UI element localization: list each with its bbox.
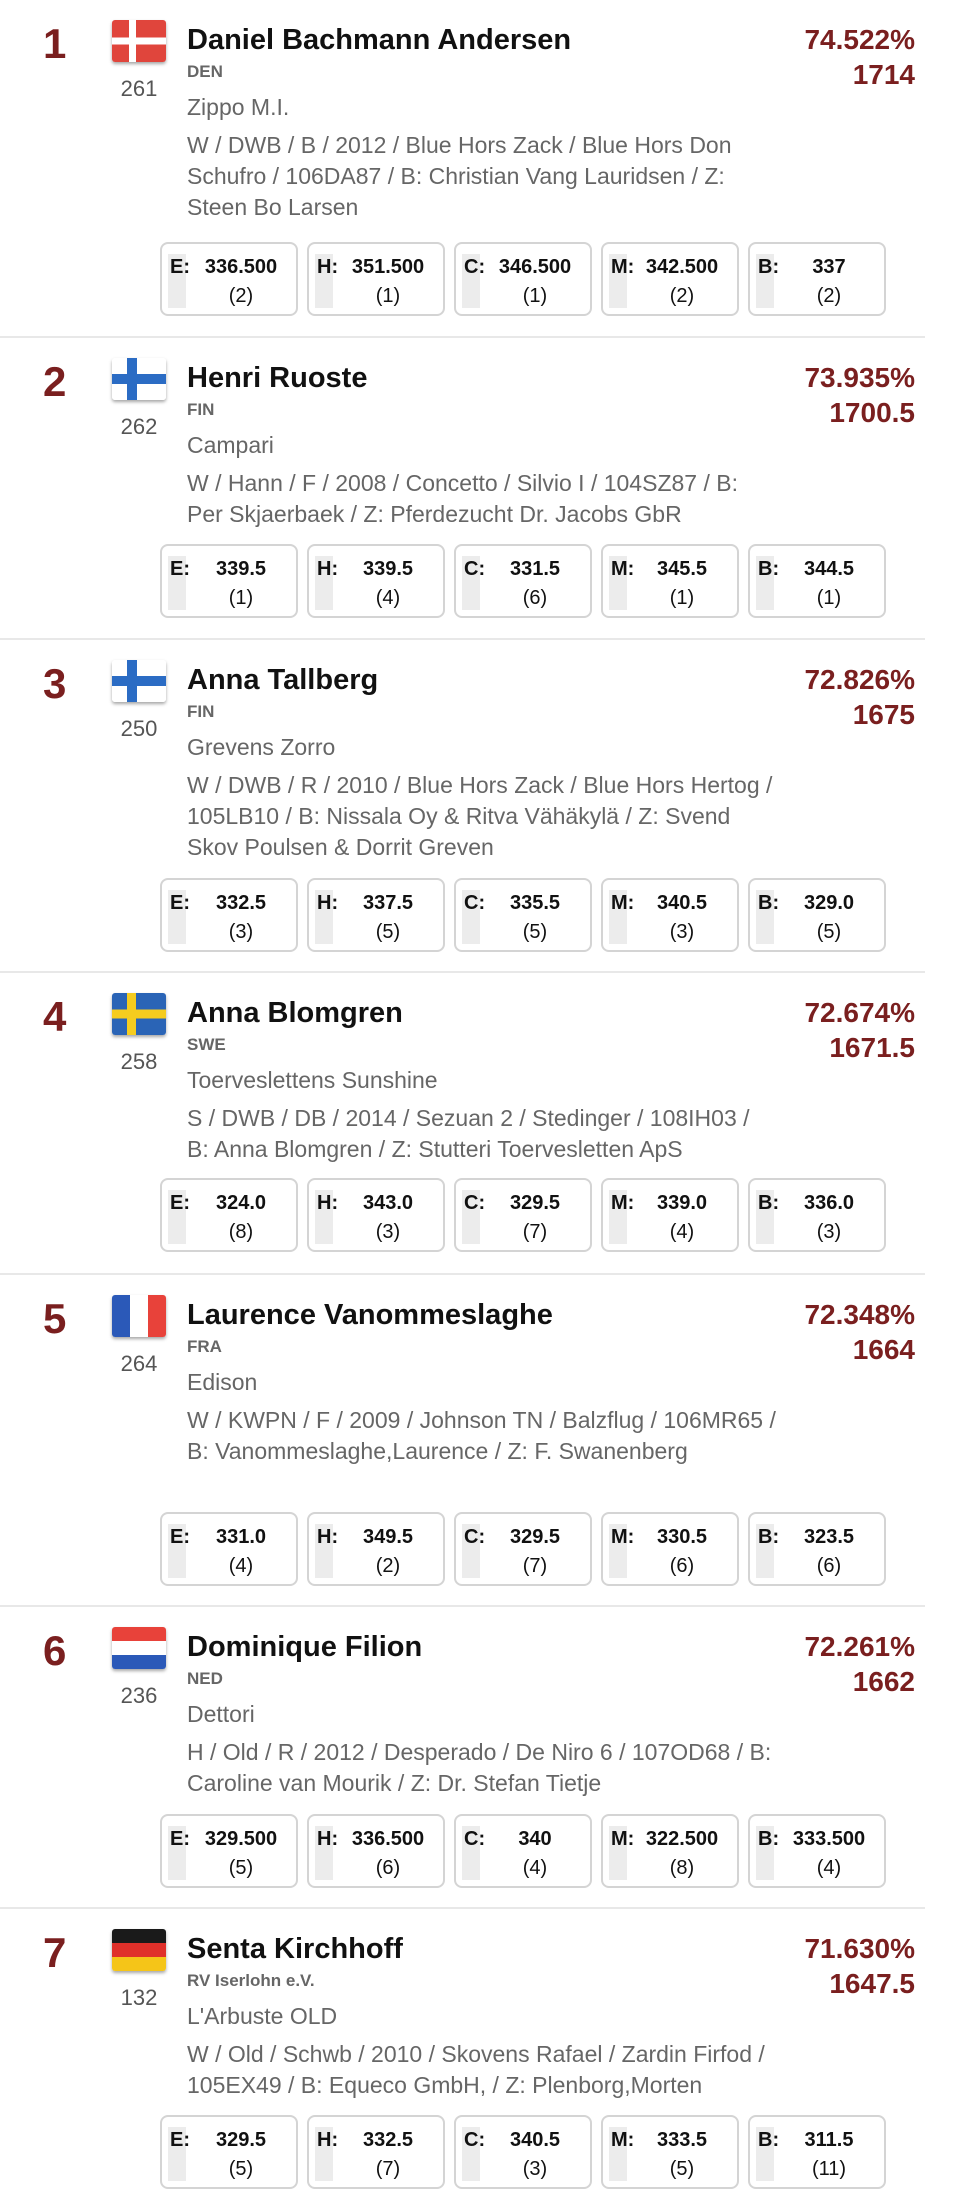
bib-number: 258: [120, 1049, 158, 1074]
judge-score-box: [454, 544, 592, 618]
judge-score-box: [601, 1178, 739, 1252]
judge-score-box: [454, 1178, 592, 1252]
result-row[interactable]: [0, 0, 925, 338]
judge-score: 345.5: [656, 558, 708, 580]
judge-score: 339.5: [215, 558, 267, 580]
rider-name[interactable]: Daniel Bachmann Andersen: [187, 24, 572, 56]
rank-number: 2: [43, 358, 67, 405]
judge-score: 332.5: [362, 2129, 414, 2151]
horse-details: H / Old / R / 2012 / Desperado / De Niro 6 / 107OD68 / B: Caroline van Mourik / Z: Dr. Stefan Tietje: [187, 1739, 772, 1796]
rank-number: 4: [43, 993, 67, 1040]
judge-label: M:: [611, 256, 635, 278]
judge-rank: (3): [375, 1221, 401, 1243]
judge-score-box: [601, 1512, 739, 1586]
rank-number: 5: [43, 1295, 67, 1342]
judge-score: 323.5: [803, 1526, 855, 1548]
judge-label: E:: [170, 2129, 190, 2151]
judge-score-box: [307, 242, 445, 316]
judge-label: B:: [758, 558, 780, 580]
judge-score: 324.0: [215, 1192, 267, 1214]
horse-details: S / DWB / DB / 2014 / Sezuan 2 / Stedinger / 108IH03 / B: Anna Blomgren / Z: Stutteri Toervesletten ApS: [187, 1105, 750, 1162]
horse-details: W / KWPN / F / 2009 / Johnson TN / Balzflug / 106MR65 / B: Vanommeslaghe,Laurence / Z: F. Swanenberg: [187, 1407, 776, 1464]
result-row[interactable]: [0, 1275, 925, 1607]
rank-number: 1: [43, 20, 67, 67]
bib-number: 261: [120, 76, 158, 101]
judge-score-box: [748, 1512, 886, 1586]
judge-rank: (1): [228, 587, 254, 609]
judge-label: E:: [170, 558, 190, 580]
rank-number: 7: [43, 1929, 67, 1976]
judge-label: E:: [170, 1192, 190, 1214]
result-row[interactable]: [0, 973, 925, 1275]
judge-scores: [160, 878, 886, 952]
judge-score-box: [160, 2115, 298, 2189]
judge-rank: (6): [816, 1555, 842, 1577]
score-points: 1700.5: [829, 397, 915, 428]
rider-nation: FIN: [187, 702, 215, 721]
judge-rank: (3): [228, 921, 254, 943]
judge-score: 331.0: [215, 1526, 267, 1548]
rider-nation: DEN: [187, 62, 223, 81]
judge-rank: (2): [375, 1555, 401, 1577]
judge-score-box: [748, 878, 886, 952]
result-row[interactable]: [0, 1909, 925, 2198]
judge-label: H:: [317, 256, 339, 278]
bib-number: 264: [120, 1351, 158, 1376]
judge-score: 336.0: [803, 1192, 855, 1214]
judge-rank: (2): [669, 285, 695, 307]
horse-name[interactable]: Grevens Zorro: [187, 734, 336, 760]
score-percent: 72.674%: [804, 997, 915, 1028]
judge-score: 332.5: [215, 892, 267, 914]
judge-score-box: [748, 544, 886, 618]
judge-score: 343.0: [362, 1192, 414, 1214]
judge-rank: (3): [522, 2158, 548, 2180]
score-points: 1662: [852, 1666, 915, 1697]
judge-scores: [160, 1814, 886, 1888]
judge-scores: [160, 242, 886, 316]
judge-label: H:: [317, 1526, 339, 1548]
judge-score: 336.500: [204, 256, 278, 278]
judge-score-box: [160, 878, 298, 952]
judge-label: H:: [317, 1192, 339, 1214]
judge-rank: (1): [816, 587, 842, 609]
judge-score: 329.5: [509, 1192, 561, 1214]
judge-label: H:: [317, 2129, 339, 2151]
bib-number: 262: [120, 414, 158, 439]
score-points: 1664: [852, 1334, 915, 1365]
judge-scores: [160, 2115, 886, 2189]
judge-score-box: [307, 2115, 445, 2189]
flag-fra-icon: [112, 1295, 166, 1337]
judge-score-box: [454, 1512, 592, 1586]
rank-number: 3: [43, 660, 67, 707]
judge-rank: (5): [375, 921, 401, 943]
judge-rank: (2): [816, 285, 842, 307]
rank-number: 6: [43, 1627, 67, 1674]
horse-name[interactable]: L'Arbuste OLD: [187, 2003, 338, 2029]
judge-score: 329.5: [215, 2129, 267, 2151]
judge-score-box: [454, 2115, 592, 2189]
judge-rank: (6): [375, 1857, 401, 1879]
horse-name[interactable]: Toerveslettens Sunshine: [187, 1067, 438, 1093]
judge-label: M:: [611, 1192, 635, 1214]
judge-score-box: [601, 2115, 739, 2189]
judge-label: H:: [317, 892, 339, 914]
judge-score-box: [748, 1814, 886, 1888]
horse-name[interactable]: Campari: [187, 432, 274, 458]
judge-label: E:: [170, 1828, 190, 1850]
judge-score-box: [307, 1178, 445, 1252]
judge-label: M:: [611, 1828, 635, 1850]
rider-name[interactable]: Senta Kirchhoff: [187, 1933, 403, 1965]
flag-fin-icon: [112, 358, 166, 400]
rider-club: RV Iserlohn e.V.: [187, 1971, 315, 1990]
flag-swe-icon: [112, 993, 166, 1035]
judge-label: E:: [170, 256, 190, 278]
judge-rank: (7): [375, 2158, 401, 2180]
flag-den-icon: [112, 20, 166, 62]
judge-label: B:: [758, 1526, 780, 1548]
judge-rank: (5): [228, 2158, 254, 2180]
judge-score-box: [307, 1512, 445, 1586]
score-percent: 72.348%: [804, 1299, 915, 1330]
horse-details: W / DWB / B / 2012 / Blue Hors Zack / Blue Hors Don Schufro / 106DA87 / B: Christian Vang Lauridsen / Z: Steen Bo Larsen: [187, 132, 732, 220]
judge-rank: (7): [522, 1555, 548, 1577]
judge-rank: (2): [228, 285, 254, 307]
judge-label: M:: [611, 558, 635, 580]
judge-rank: (3): [816, 1221, 842, 1243]
horse-details: W / DWB / R / 2010 / Blue Hors Zack / Blue Hors Hertog / 105LB10 / B: Nissala Oy & Ritva Vähäkylä / Z: Svend Skov Poulsen & Dorrit Greven: [187, 772, 773, 860]
judge-rank: (6): [669, 1555, 695, 1577]
judge-score: 351.500: [351, 256, 425, 278]
judge-rank: (5): [522, 921, 548, 943]
judge-label: H:: [317, 1828, 339, 1850]
judge-rank: (4): [228, 1555, 254, 1577]
judge-score: 329.500: [204, 1828, 278, 1850]
judge-score-box: [601, 878, 739, 952]
judge-label: E:: [170, 892, 190, 914]
judge-rank: (1): [669, 587, 695, 609]
judge-label: H:: [317, 558, 339, 580]
judge-rank: (3): [669, 921, 695, 943]
score-points: 1671.5: [829, 1032, 915, 1063]
score-points: 1675: [852, 699, 915, 730]
judge-score-box: [748, 2115, 886, 2189]
judge-score: 337: [812, 256, 846, 278]
score-percent: 74.522%: [804, 24, 915, 55]
rider-name[interactable]: Anna Blomgren: [187, 997, 403, 1029]
judge-score: 344.5: [803, 558, 855, 580]
rider-name[interactable]: Henri Ruoste: [187, 362, 368, 394]
judge-scores: [160, 1178, 886, 1252]
score-percent: 71.630%: [804, 1933, 915, 1964]
rider-nation: NED: [187, 1669, 223, 1688]
judge-score-box: [601, 544, 739, 618]
judge-label: B:: [758, 1192, 780, 1214]
bib-number: 132: [120, 1985, 158, 2010]
judge-label: E:: [170, 1526, 190, 1548]
judge-score-box: [748, 1178, 886, 1252]
horse-details: W / Old / Schwb / 2010 / Skovens Rafael / Zardin Firfod / 105EX49 / B: Equeco GmbH, / Z: Plenborg,Morten: [187, 2041, 765, 2098]
horse-details: W / Hann / F / 2008 / Concetto / Silvio I / 104SZ87 / B: Per Skjaerbaek / Z: Pferdezucht Dr. Jacobs GbR: [187, 470, 738, 527]
rider-name[interactable]: Anna Tallberg: [187, 664, 379, 696]
rider-name[interactable]: Dominique Filion: [187, 1631, 423, 1663]
judge-rank: (4): [669, 1221, 695, 1243]
judge-score: 322.500: [645, 1828, 719, 1850]
score-points: 1714: [852, 59, 915, 90]
judge-score-box: [160, 544, 298, 618]
judge-score: 311.5: [804, 2129, 854, 2151]
judge-score: 340.5: [509, 2129, 561, 2151]
judge-rank: (8): [669, 1857, 695, 1879]
horse-name[interactable]: Edison: [187, 1369, 258, 1395]
judge-scores: [160, 544, 886, 618]
judge-rank: (11): [811, 2158, 847, 2180]
score-percent: 72.261%: [804, 1631, 915, 1662]
judge-score: 349.5: [362, 1526, 414, 1548]
flag-ger-icon: [112, 1929, 166, 1971]
judge-score-box: [160, 1178, 298, 1252]
judge-score-box: [601, 1814, 739, 1888]
score-percent: 72.826%: [804, 664, 915, 695]
flag-ned-icon: [112, 1627, 166, 1669]
judge-rank: (4): [375, 587, 401, 609]
judge-rank: (5): [816, 921, 842, 943]
judge-score-box: [454, 242, 592, 316]
judge-label: C:: [464, 1192, 486, 1214]
judge-score-box: [307, 544, 445, 618]
judge-score: 340: [518, 1828, 552, 1850]
judge-score: 331.5: [509, 558, 561, 580]
bib-number: 236: [120, 1683, 158, 1708]
judge-label: C:: [464, 2129, 486, 2151]
horse-name[interactable]: Dettori: [187, 1701, 255, 1727]
judge-rank: (5): [669, 2158, 695, 2180]
judge-score: 340.5: [656, 892, 708, 914]
rider-nation: FRA: [187, 1337, 222, 1356]
judge-rank: (1): [375, 285, 401, 307]
judge-score: 329.5: [509, 1526, 561, 1548]
rider-nation: FIN: [187, 400, 215, 419]
judge-label: B:: [758, 1828, 780, 1850]
horse-name[interactable]: Zippo M.I.: [187, 94, 290, 120]
judge-score: 330.5: [656, 1526, 708, 1548]
judge-label: B:: [758, 2129, 780, 2151]
judge-label: B:: [758, 892, 780, 914]
judge-score-box: [160, 242, 298, 316]
judge-label: C:: [464, 1828, 486, 1850]
judge-label: C:: [464, 256, 486, 278]
judge-score-box: [307, 1814, 445, 1888]
bib-number: 250: [120, 716, 158, 741]
result-row[interactable]: [0, 1607, 925, 1909]
judge-score: 342.500: [645, 256, 719, 278]
judge-score: 333.5: [656, 2129, 708, 2151]
judge-score-box: [748, 242, 886, 316]
judge-score-box: [454, 1814, 592, 1888]
judge-score: 336.500: [351, 1828, 425, 1850]
result-row[interactable]: [0, 338, 925, 640]
judge-label: B:: [758, 256, 780, 278]
judge-scores: [160, 1512, 886, 1586]
judge-score-box: [307, 878, 445, 952]
judge-label: C:: [464, 558, 486, 580]
result-row[interactable]: [0, 640, 925, 973]
judge-rank: (8): [228, 1221, 254, 1243]
score-percent: 73.935%: [804, 362, 915, 393]
judge-score: 335.5: [509, 892, 561, 914]
judge-label: M:: [611, 1526, 635, 1548]
judge-rank: (6): [522, 587, 548, 609]
judge-label: M:: [611, 2129, 635, 2151]
judge-score: 329.0: [803, 892, 855, 914]
score-points: 1647.5: [829, 1968, 915, 1999]
judge-score: 337.5: [362, 892, 414, 914]
judge-label: C:: [464, 1526, 486, 1548]
judge-rank: (4): [522, 1857, 548, 1879]
rider-name[interactable]: Laurence Vanommeslaghe: [187, 1299, 553, 1331]
rider-nation: SWE: [187, 1035, 226, 1054]
judge-score: 339.0: [656, 1192, 708, 1214]
flag-fin-icon: [112, 660, 166, 702]
judge-label: C:: [464, 892, 486, 914]
judge-score: 346.500: [498, 256, 572, 278]
judge-score-box: [160, 1512, 298, 1586]
judge-score: 333.500: [792, 1828, 866, 1850]
judge-rank: (1): [522, 285, 548, 307]
judge-rank: (4): [816, 1857, 842, 1879]
judge-rank: (7): [522, 1221, 548, 1243]
judge-rank: (5): [228, 1857, 254, 1879]
judge-score-box: [160, 1814, 298, 1888]
judge-score: 339.5: [362, 558, 414, 580]
judge-label: M:: [611, 892, 635, 914]
judge-score-box: [601, 242, 739, 316]
judge-score-box: [454, 878, 592, 952]
